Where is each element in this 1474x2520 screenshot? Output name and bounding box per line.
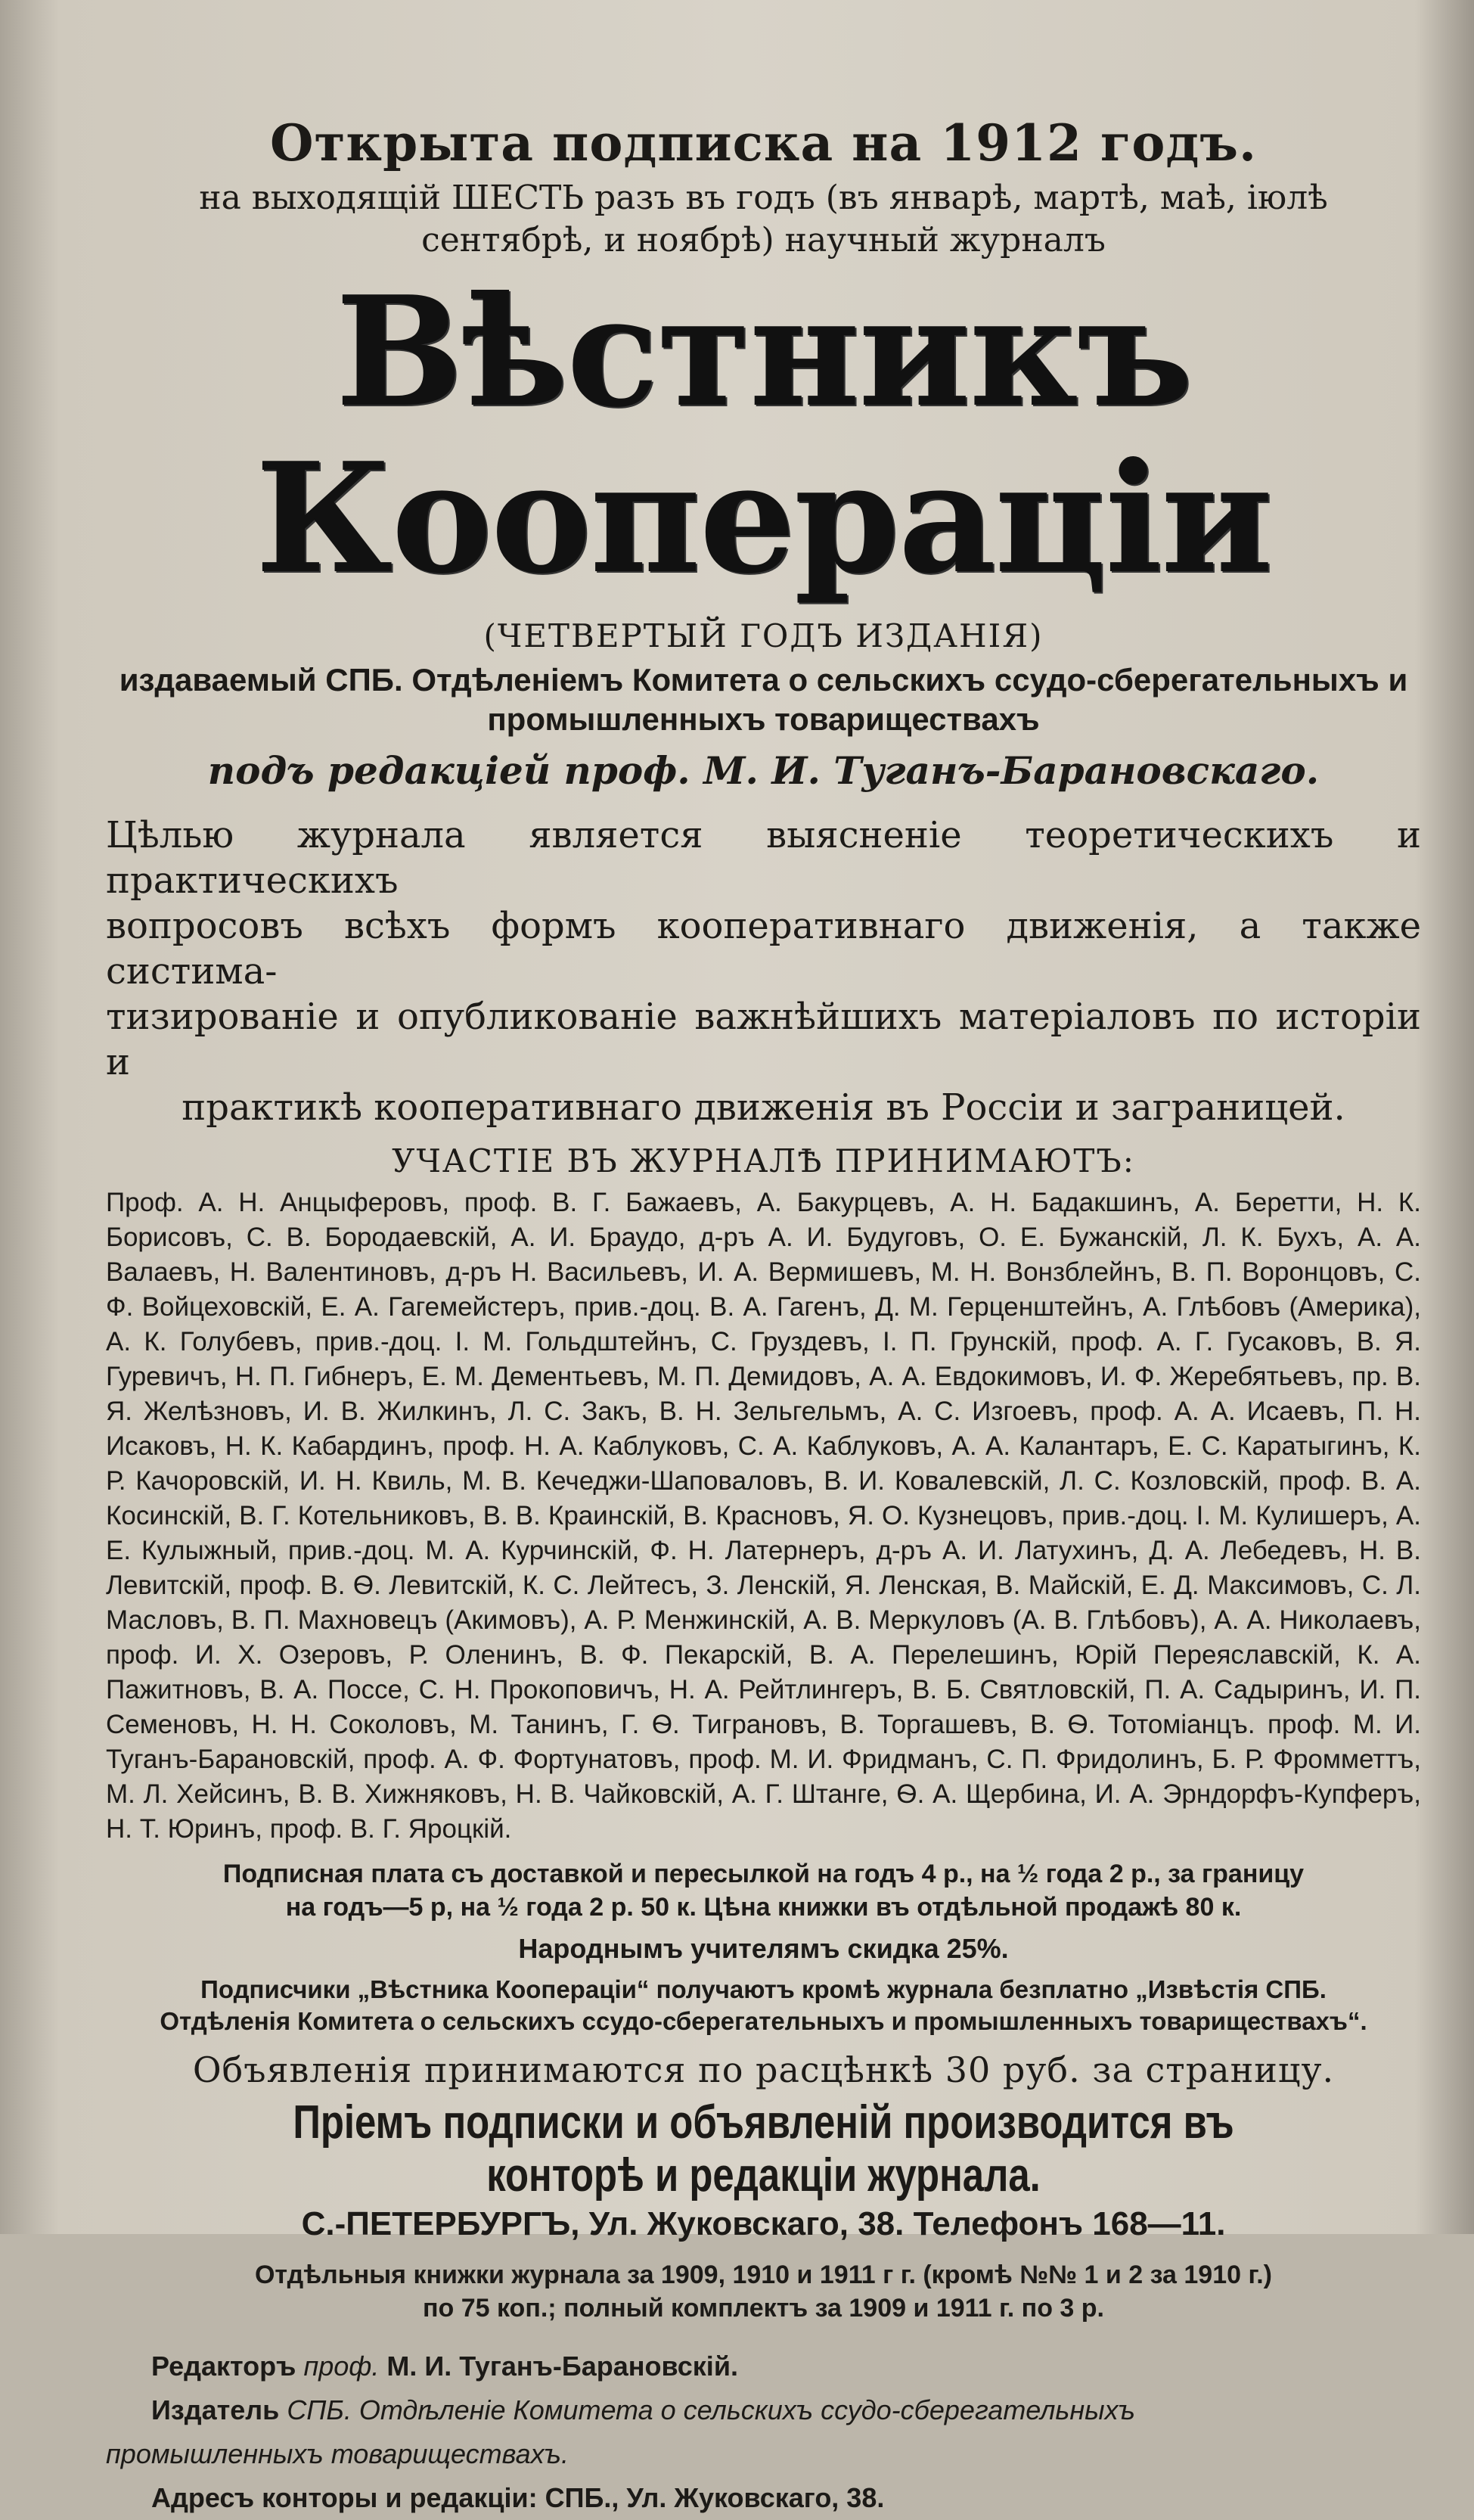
office-notice: Пріемъ подписки и объявленій производится въ конторѣ и редакціи журнала.	[293, 2096, 1234, 2202]
publisher-text-2: промышленныхъ товариществахъ.	[106, 2438, 569, 2469]
subscription-block	[106, 1857, 1421, 2037]
frequency-line-1: на выходящій ШЕСТЬ разъ въ годъ (въ январѣ, мартѣ, маѣ, іюлѣ	[199, 179, 1328, 217]
publisher-credit	[151, 2388, 1421, 2432]
editor-label: Редакторъ	[151, 2351, 296, 2382]
aim-line: практикѣ кооперативнаго движенія въ Россіи и заграницей.	[182, 1086, 1345, 1129]
aim-line: Цѣлью журнала является выясненіе теоретическихъ и практическихъ	[106, 814, 1421, 902]
subscription-announcement: Открыта подписка на 1912 годъ.	[270, 113, 1257, 172]
aim-line: вопросовъ всѣхъ формъ кооперативнаго движенія, а также систима-	[106, 905, 1421, 993]
address-label: Адресъ конторы и редакціи:	[151, 2482, 538, 2513]
editor-credit	[151, 2344, 1421, 2388]
publisher-label: Издатель	[151, 2394, 280, 2425]
price-line-1: Подписная плата съ доставкой и пересылкой на годъ 4 р., на ½ года 2 р., за границу	[222, 1860, 1305, 1888]
publisher-text-1: СПБ. Отдѣленіе Комитета о сельскихъ ссудо-сберегательныхъ	[287, 2394, 1136, 2425]
participants-list: Проф. А. Н. Анцыферовъ, проф. В. Г. Бажаевъ, А. Бакурцевъ, А. Н. Бадакшинъ, А. Беретти, Н. К. Борисовъ, С. В. Бородаевскій, А. И. Браудо, д-ръ А. И. Будуговъ, О. Е. Бужанскій, Л. К. Бухъ, А. А. Валаевъ, Н. Валентиновъ, д-ръ Н. Васильевъ, И. А. Вермишевъ, М. Н. Вонзблейнъ, В. П. Воронцовъ, С. Ф. Войцеховскій, Е. А. Гагемейстеръ, прив.-доц. В. А. Гагенъ, Д. М. Герценштейнъ, А. Глѣбовъ (Америка), А. К. Голубевъ, прив.-доц. І. М. Гольдштейнъ, С. Груздевъ, І. П. Грунскій, проф. А. Г. Гусаковъ, В. Я. Гуревичъ, Н. П. Гибнеръ, Е. М. Дементьевъ, М. П. Демидовъ, А. А. Евдокимовъ, И. Ф. Жеребятьевъ, пр. В. Я. Желѣзновъ, И. В. Жилкинъ, Л. С. Закъ, В. Н. Зельгельмъ, А. С. Изгоевъ, проф. А. А. Исаевъ, П. Н. Исаковъ, Н. К. Кабардинъ, проф. Н. А. Каблуковъ, С. А. Каблуковъ, А. А. Калантаръ, Е. С. Каратыгинъ, К. Р. Качоровскій, И. Н. Квиль, М. В. Кечеджи-Шаповаловъ, В. И. Ковалевскій, Л. С. Козловскій, проф. В. А. Косинскій, В. Г. Котельниковъ, В. В. Краинскій, В. Красновъ, Я. О. Кузнецовъ, прив.-доц. І. М. Кулишеръ, А. Е. Кулыжный, прив.-доц. М. А. Курчинскій, Ф. Н. Латернеръ, д-ръ А. И. Латухинъ, Д. А. Лебедевъ, Н. В. Левитскій, проф. В. Ѳ. Левитскій, К. С. Лейтесъ, З. Ленскій, Я. Ленская, В. Майскій, Е. Д. Максимовъ, С. Л. Масловъ, В. П. Махновецъ (Акимовъ), А. Р. Менжинскій, А. В. Меркуловъ (А. В. Глѣбовъ), А. А. Николаевъ, проф. И. Х. Озеровъ, Р. Оленинъ, В. Ф. Пекарскій, В. А. Перелешинъ, Юрій Переяславскій, К. А. Пажитновъ, В. А. Поссе, С. Н. Прокоповичъ, Н. А. Рейтлингеръ, В. Б. Святловскій, П. А. Садыринъ, И. П. Семеновъ, Н. Н. Соколовъ, М. Танинъ, Г. Ѳ. Тиграновъ, В. Торгашевъ, В. Ѳ. Тотоміанцъ. проф. М. И. Туганъ-Барановскій, проф. А. Ф. Фортунатовъ, проф. М. И. Фридманъ, С. П. Фридолинъ, Б. Р. Фромметтъ, М. Л. Хейсинъ, В. В. Хижняковъ, Н. В. Чайковскій, А. Г. Штанге, Ѳ. А. Щербина, И. А. Эрндорфъ-Купферъ, Н. Т. Юринъ, проф. В. Г. Яроцкій.	[106, 1188, 1421, 1844]
price-line-2: на годъ—5 р, на ½ года 2 р. 50 к. Цѣна книжки въ отдѣльной продажѣ 80 к.	[285, 1893, 1242, 1922]
back-issues-line-1: Отдѣльныя книжки журнала за 1909, 1910 и 1911 г г. (кромѣ №№ 1 и 2 за 1910 г.)	[254, 2261, 1272, 2289]
aim-paragraph	[106, 813, 1421, 1130]
publisher-line-1: издаваемый СПБ. Отдѣленіемъ Комитета о сельскихъ ссудо-сберегательныхъ и	[119, 662, 1408, 698]
editor-name: М. И. Туганъ-Барановскій.	[386, 2351, 738, 2382]
editor-title: проф.	[303, 2351, 380, 2382]
bonus-line-1: Подписчики „Вѣстника Коопераціи“ получаютъ кромѣ журнала безплатно „Извѣстія СПБ.	[200, 1975, 1327, 2003]
participants-heading: УЧАСТІЕ ВЪ ЖУРНАЛѢ ПРИНИМАЮТЪ:	[392, 1142, 1135, 1179]
office-address: С.-ПЕТЕРБУРГЪ, Ул. Жуковскаго, 38. Телефонъ 168—11.	[301, 2205, 1226, 2242]
aim-line: тизированіе и опубликованіе важнѣйшихъ матеріаловъ по исторіи и	[106, 996, 1421, 1083]
back-issues-line-2: по 75 коп.; полный комплектъ за 1909 и 1911 г. по 3 р.	[422, 2294, 1105, 2323]
frequency-line-2: сентябрѣ, и ноябрѣ) научный журналъ	[421, 221, 1106, 259]
editor-line: подъ редакціей проф. М. И. Туганъ-Барановскаго.	[207, 748, 1320, 793]
publisher-credit-cont	[106, 2432, 1421, 2476]
address-text: СПБ., Ул. Жуковскаго, 38.	[545, 2482, 885, 2513]
bonus-line-2: Отдѣленія Комитета о сельскихъ ссудо-сберегательныхъ и промышленныхъ товариществахъ“.	[160, 2007, 1367, 2035]
teacher-discount: Народнымъ учителямъ скидка 25%.	[518, 1933, 1009, 1964]
year-note: (ЧЕТВЕРТЫЙ ГОДЪ ИЗДАНІЯ)	[483, 617, 1044, 654]
journal-title: Вѣстникъ Коопераціи	[255, 263, 1272, 607]
ad-rate: Объявленія принимаются по расцѣнкѣ 30 руб. за страницу.	[192, 2049, 1335, 2090]
address-credit	[151, 2476, 1421, 2520]
credits	[106, 2344, 1421, 2520]
publisher-line-2: промышленныхъ товариществахъ	[487, 701, 1040, 737]
